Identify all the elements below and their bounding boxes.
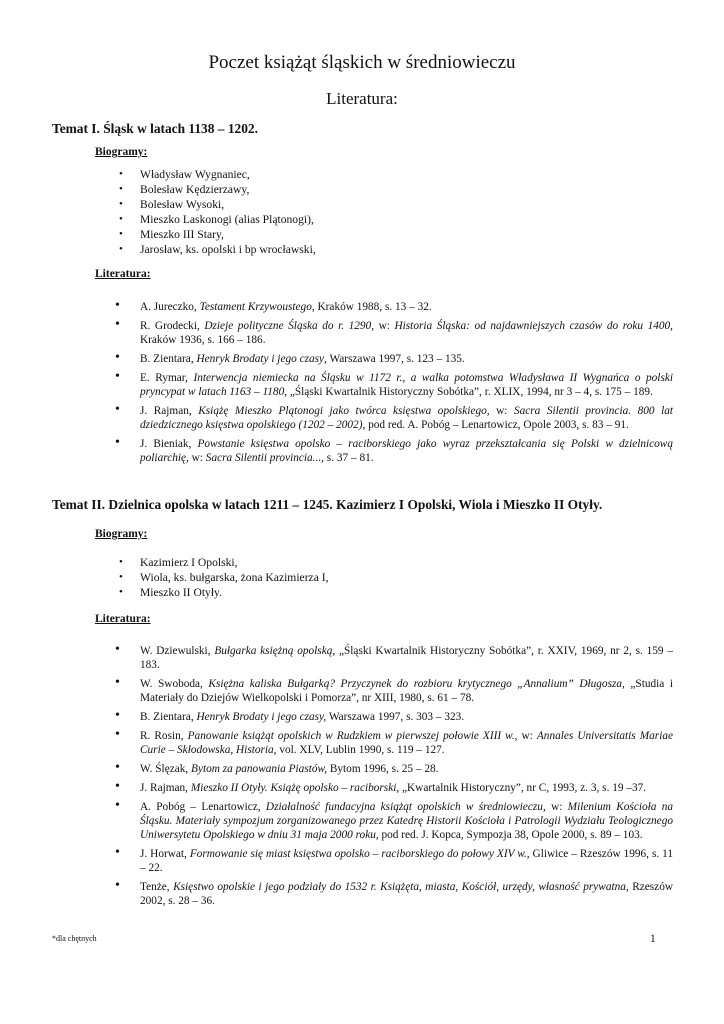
list-item: • A. Jureczko, Testament Krzywoustego, Kraków 1988, s. 13 – 32. <box>113 300 673 314</box>
list-item: • Tenże, Księstwo opolskie i jego podziały do 1532 r. Książęta, miasta, Kościół, urzędy, własność prywatna, Rzeszów 2002, s. 28 – 36. <box>113 880 673 908</box>
topic-1-bio-list <box>113 167 316 257</box>
topic-2-heading: Temat II. Dzielnica opolska w latach 1211 – 1245. Kazimierz I Opolski, Wiola i Mieszko II Otyły. <box>52 497 603 512</box>
topic-1-heading: Temat I. Śląsk w latach 1138 – 1202. <box>52 121 258 136</box>
list-item: • Wiola, ks. bułgarska, żona Kazimierza I, <box>113 570 329 585</box>
list-item: • Kazimierz I Opolski, <box>113 555 329 570</box>
list-item: • J. Rajman, Książę Mieszko Plątonogi jako twórca księstwa opolskiego, w: Sacra Silentii provincia. 800 lat dziedzicznego księstwa opolskiego (1202 – 2002), pod red. A. Pobóg – Lenartowicz, Opole 2003, s. 83 – 91. <box>113 404 673 432</box>
footnote: *dla chętnych <box>52 934 97 943</box>
list-item: • B. Zientara, Henryk Brodaty i jego czasy, Warszawa 1997, s. 123 – 135. <box>113 352 673 366</box>
list-item: • J. Rajman, Mieszko II Otyły. Książę opolsko – raciborski, „Kwartalnik Historyczny”, nr C, 1993, z. 3, s. 19 –37. <box>113 781 673 795</box>
page-title: Poczet książąt śląskich w średniowieczu <box>208 52 516 73</box>
list-item: • J. Bieniak, Powstanie księstwa opolsko – raciborskiego jako wyraz przekształcania się Polski w dzielnicową poliarchię, w: Sacra Silentii provincia..., s. 37 – 81. <box>113 437 673 465</box>
topic-2-lit-label: Literatura: <box>95 613 151 625</box>
list-item: • B. Zientara, Henryk Brodaty i jego czasy, Warszawa 1997, s. 303 – 323. <box>113 710 673 724</box>
list-item: • A. Pobóg – Lenartowicz, Działalność fundacyjna książąt opolskich w średniowieczu, w: Milenium Kościoła na Śląsku. Materiały sympozjum zorganizowanego przez Katedrę Historii Kościoła i Patrologii Wydziału Teologicznego Uniwersytetu Opolskiego w dniu 31 maja 2000 roku, pod red. J. Kopca, Sympozja 38, Opole 2000, s. 89 – 103. <box>113 800 673 842</box>
topic-2-bio-label: Biogramy: <box>95 528 148 540</box>
topic-2-lit-list <box>113 644 673 913</box>
list-item: • Bolesław Wysoki, <box>113 197 316 212</box>
list-item: • Mieszko II Otyły. <box>113 585 329 600</box>
list-item: • J. Horwat, Formowanie się miast księstwa opolsko – raciborskiego do połowy XIV w., Gliwice – Rzeszów 1996, s. 11 – 22. <box>113 847 673 875</box>
list-item: • R. Rosin, Panowanie książąt opolskich w Rudzkiem w pierwszej połowie XIII w., w: Annales Universitatis Mariae Curie – Skłodowska, Historia, vol. XLV, Lublin 1990, s. 119 – 127. <box>113 729 673 757</box>
list-item: • Mieszko Laskonogi (alias Plątonogi), <box>113 212 316 227</box>
list-item: • E. Rymar, Interwencja niemiecka na Śląsku w 1172 r., a walka potomstwa Władysława II Wygnańca o polski pryncypat w latach 1163 – 1180, „Śląski Kwartalnik Historyczny Sobótka”, r. XLIX, 1994, nr 3 – 4, s. 175 – 189. <box>113 371 673 399</box>
topic-1-lit-label: Literatura: <box>95 268 151 280</box>
list-item: • W. Ślęzak, Bytom za panowania Piastów, Bytom 1996, s. 25 – 28. <box>113 762 673 776</box>
list-item: • Jarosław, ks. opolski i bp wrocławski, <box>113 242 316 257</box>
list-item: • W. Swoboda, Księżna kaliska Bułgarką? Przyczynek do rozbioru krytycznego „Annalium” Długosza, „Studia i Materiały do Dziejów Wielkopolski i Pomorza”, nr XIII, 1980, s. 61 – 78. <box>113 677 673 705</box>
topic-1-lit-list <box>113 300 673 470</box>
list-item: • Władysław Wygnaniec, <box>113 167 316 182</box>
list-item: • Mieszko III Stary, <box>113 227 316 242</box>
page-number: 1 <box>650 933 656 945</box>
topic-1-bio-label: Biogramy: <box>95 146 148 158</box>
list-item: • R. Grodecki, Dzieje polityczne Śląska do r. 1290, w: Historia Śląska: od najdawniejszych czasów do roku 1400, Kraków 1936, s. 166 – 186. <box>113 319 673 347</box>
page-subtitle: Literatura: <box>326 89 398 108</box>
list-item: • Bolesław Kędzierzawy, <box>113 182 316 197</box>
topic-2-bio-list <box>113 555 329 600</box>
list-item: • W. Dziewulski, Bułgarka księżną opolską, „Śląski Kwartalnik Historyczny Sobótka”, r. XXIV, 1969, nr 2, s. 159 – 183. <box>113 644 673 672</box>
